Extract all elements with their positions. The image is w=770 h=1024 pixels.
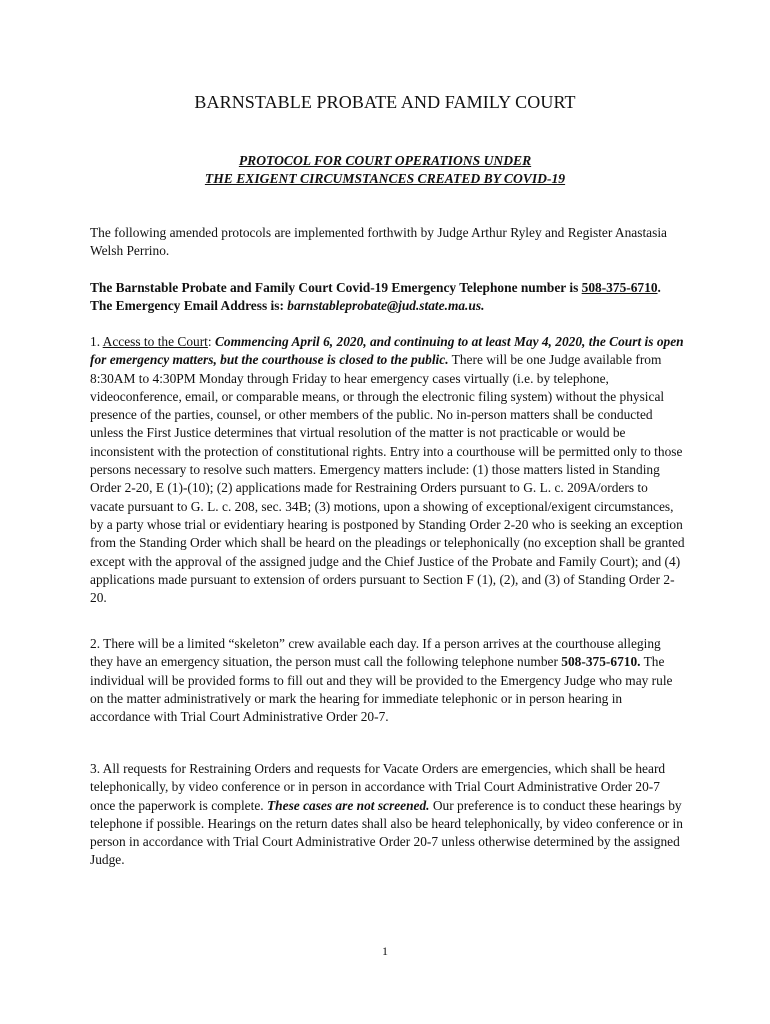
item-3-paragraph [90, 760, 685, 870]
item-1-number: 1. [90, 334, 103, 349]
item-2-body: The individual will be provided forms to fill out and they will be provided to the Emergency Judge who may rule on the matter administratively or mark the hearing for immediate telephonic or in person hearing in accordance with Trial Court Administrative Order 20-7. [90, 654, 673, 725]
item-3-lead: 3. All requests for Restraining Orders and requests for Vacate Orders are emergencies, which shall be heard telephonically, by video conference or in person in accordance with Trial Court Administrative Order 20-7 once the paperwork is complete. [90, 761, 666, 813]
item-3-emphasis: These cases are not screened. [267, 797, 430, 813]
item-1-emphasis: Commencing April 6, 2020, and continuing to at least May 4, 2020, the Court is open for emergency matters, but the courthouse is closed to the public. [90, 334, 684, 368]
item-1-colon: : [207, 334, 215, 349]
court-title: BARNSTABLE PROBATE AND FAMILY COURT [194, 92, 576, 112]
subtitle-line-2: THE EXIGENT CIRCUMSTANCES CREATED BY COVID-19 [204, 171, 566, 186]
item-2-phone: 508-375-6710. [561, 654, 641, 670]
intro-paragraph: The following amended protocols are implemented forthwith by Judge Arthur Ryley and Register Anastasia Welsh Perrino. [90, 225, 667, 259]
emergency-email: barnstableprobate@jud.state.ma.us. [287, 298, 485, 314]
item-1-paragraph [90, 333, 685, 607]
page-number: 1 [382, 944, 388, 958]
protocol-subtitle [0, 152, 770, 188]
emergency-lead: The Barnstable Probate and Family Court Covid-19 Emergency Telephone number is [90, 280, 582, 295]
emergency-contact-paragraph [90, 279, 685, 316]
item-2-paragraph [90, 635, 685, 726]
emergency-email-lead: . The Emergency Email Address is: [90, 280, 661, 314]
item-1-title: Access to the Court [102, 334, 208, 349]
subtitle-line-1: PROTOCOL FOR COURT OPERATIONS UNDER [238, 153, 532, 168]
emergency-phone: 508-375-6710 [581, 280, 658, 295]
item-2-lead: 2. There will be a limited “skeleton” crew available each day. If a person arrives at the courthouse alleging they have an emergency situation, the person must call the following telephone number [90, 636, 661, 670]
item-1-body: There will be one Judge available from 8:30AM to 4:30PM Monday through Friday to hear emergency cases virtually (i.e. by telephone, videoconference, email, or comparable means, or through the electronic filing system) without the physical presence of the parties, counsel, or other members of the public. No in-person matters shall be conducted unless the First Justice determines that virtual resolution of the matter is not practicable or would be inconsistent with the protection of constitutional rights. Entry into a courthouse will be permitted only to those persons necessary to resolve such matters. Emergency matters include: (1) those matters listed in Standing Order 2-20, E (1)-(10); (2) applications made for Restraining Orders pursuant to G. L. c. 209A/orders to vacate pursuant to G. L. c. 208, sec. 34B; (3) motions, upon a showing of exceptional/exigent circumstances, by a party whose trial or evidentiary hearing is postponed by Standing Order 2-20 who is seeking an exception from the Standing Order which shall be heard on the pleadings or telephonically (no exception shall be granted except with the approval of the assigned judge and the Chief Justice of the Probate and Family Court); and (4) applications made pursuant to extension of orders pursuant to Section F (1), (2), and (3) of Standing Order 2-20. [90, 352, 685, 606]
item-3-body: Our preference is to conduct these hearings by telephone if possible. Hearings on the return dates shall also be heard telephonically, by video conference or in person in accordance with Trial Court Administrative Order 20-7 unless otherwise determined by the assigned Judge. [90, 797, 683, 868]
